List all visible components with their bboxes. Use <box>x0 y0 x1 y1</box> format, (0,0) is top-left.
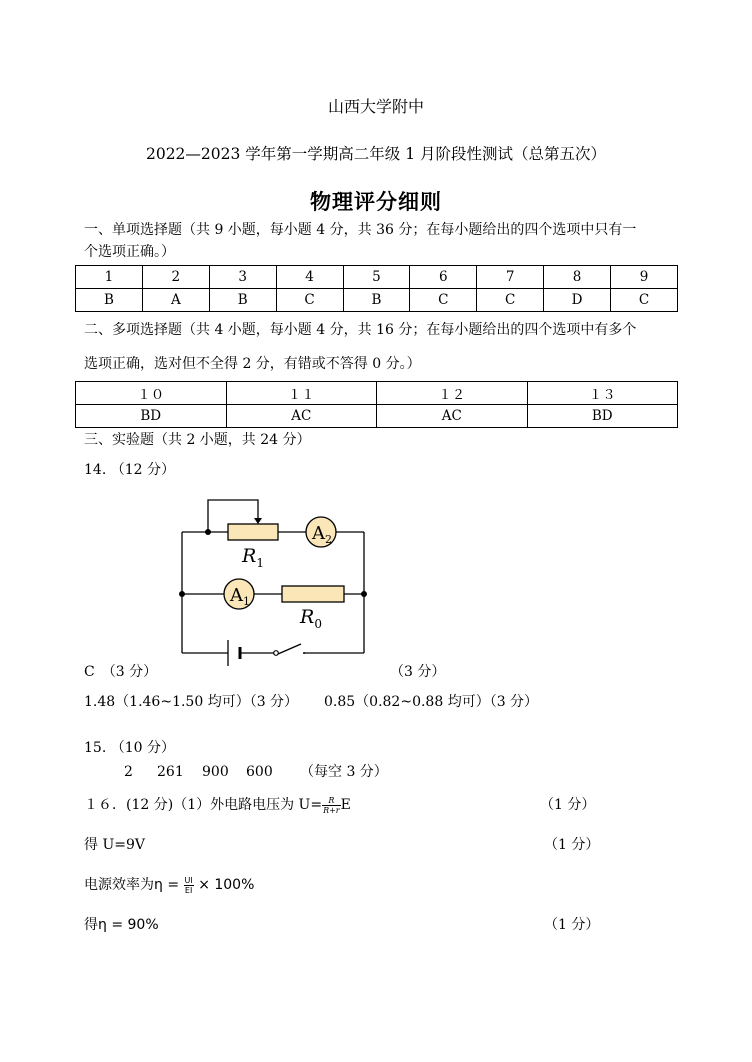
q15-value: 900 <box>202 764 229 780</box>
switch-contact <box>274 651 279 656</box>
table-cell: B <box>76 289 143 312</box>
q14-answer-c: C （3 分） <box>84 664 158 680</box>
q16-line2: 得 U=9V <box>84 837 145 853</box>
q16-line4-score: （1 分） <box>544 917 600 933</box>
table-cell: AC <box>377 405 528 428</box>
table-cell: 9 <box>611 266 678 289</box>
q15-value: 261 <box>157 764 184 780</box>
junction-dot <box>361 591 367 597</box>
table-cell: 4 <box>276 266 343 289</box>
rheostat-r1 <box>228 524 278 540</box>
q16-line3-suffix: × 100% <box>198 877 255 893</box>
table-cell: 1 <box>76 266 143 289</box>
q16-line1-score: （1 分） <box>540 797 596 813</box>
circuit-diagram <box>170 490 380 670</box>
q15-note: （每空 3 分） <box>300 764 388 780</box>
a1-label: $A_1$ <box>230 585 250 608</box>
table-cell: B <box>343 289 410 312</box>
fraction-r-over-rr: $\frac{R}{R+r}$ <box>323 795 340 815</box>
q16-line4: 得η = 90% <box>84 917 159 933</box>
q16-line3-text: 电源效率为η = <box>84 877 180 893</box>
table-cell: 8 <box>544 266 611 289</box>
table-row-numbers <box>76 266 678 289</box>
table-cell: 6 <box>410 266 477 289</box>
q14-emf-answer: 1.48（1.46~1.50 均可）（3 分） <box>84 694 299 710</box>
section1-title-line1: 一、单项选择题（共 9 小题，每小题 4 分，共 36 分；在每小题给出的四个选项中只有一 <box>84 222 637 238</box>
q15-value: 2 <box>124 764 133 780</box>
table-cell: BD <box>527 405 678 428</box>
table-cell: A <box>142 289 209 312</box>
table-cell: AC <box>226 405 377 428</box>
table-row-numbers <box>76 382 678 405</box>
table-row-answers <box>76 289 678 312</box>
q16-line2-score: （1 分） <box>544 837 600 853</box>
q15-label: 15. （10 分） <box>84 740 175 756</box>
document-subtitle: 物理评分细则 <box>310 190 442 214</box>
r1-label: $R_1$ <box>242 545 264 570</box>
table-cell: C <box>410 289 477 312</box>
table-cell: C <box>477 289 544 312</box>
table-cell: １２ <box>377 382 528 405</box>
q14-resistance-answer: 0.85（0.82~0.88 均可）（3 分） <box>324 694 539 710</box>
q14-label: 14. （12 分） <box>84 462 175 478</box>
q16-line1-text: １６．(12 分)（1）外电路电压为 U= <box>84 797 323 813</box>
section1-answer-table <box>75 265 678 312</box>
r0-label: $R_0$ <box>300 606 322 631</box>
q16-line3 <box>84 874 254 896</box>
q16-line1 <box>84 794 351 816</box>
section2-answer-table <box>75 381 678 428</box>
junction-dot <box>179 591 185 597</box>
table-row-answers <box>76 405 678 428</box>
junction-dot <box>205 529 211 535</box>
exam-title: 2022—2023 学年第一学期高二年级 1 月阶段性测试（总第五次） <box>145 145 607 163</box>
fraction-ui-over-ei: $\frac{UI}{EI}$ <box>184 875 193 895</box>
table-cell: 2 <box>142 266 209 289</box>
school-name: 山西大学附中 <box>327 97 424 116</box>
q16-line1-suffix: E <box>340 797 351 813</box>
a2-label: $A_2$ <box>312 523 332 546</box>
table-cell: １０ <box>76 382 227 405</box>
section3-title: 三、实验题（共 2 小题，共 24 分） <box>84 432 311 448</box>
table-cell: D <box>544 289 611 312</box>
q14-circuit-score: （3 分） <box>390 664 446 680</box>
table-cell: 7 <box>477 266 544 289</box>
table-cell: １１ <box>226 382 377 405</box>
table-cell: B <box>209 289 276 312</box>
resistor-r0 <box>282 586 344 602</box>
table-cell: C <box>276 289 343 312</box>
table-cell: C <box>611 289 678 312</box>
section2-title-line1: 二、多项选择题（共 4 小题，每小题 4 分，共 16 分；在每小题给出的四个选项中有多个 <box>84 322 637 338</box>
section2-title-line2: 选项正确，选对但不全得 2 分，有错或不答得 0 分。） <box>84 356 421 372</box>
table-cell: 3 <box>209 266 276 289</box>
q15-value: 600 <box>246 764 273 780</box>
table-cell: BD <box>76 405 227 428</box>
section1-title-line2: 个选项正确。） <box>84 244 175 260</box>
slider-arrow-icon <box>254 518 262 524</box>
table-cell: 5 <box>343 266 410 289</box>
table-cell: １３ <box>527 382 678 405</box>
